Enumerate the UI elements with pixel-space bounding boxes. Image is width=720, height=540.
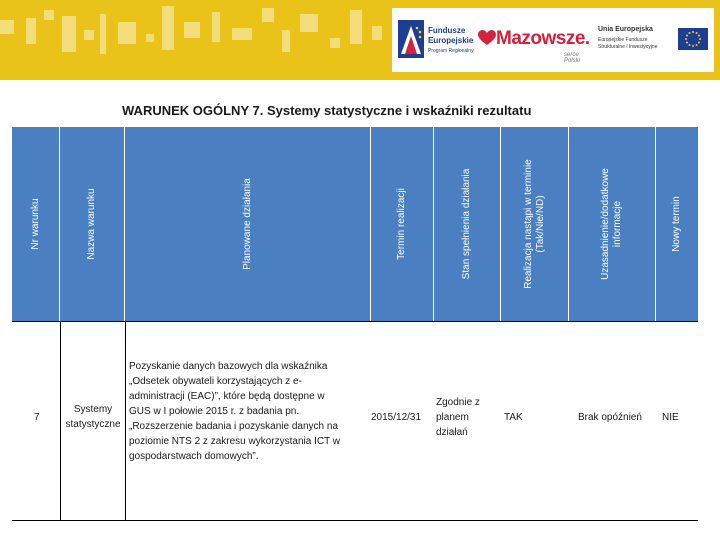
decor-square: [300, 14, 318, 32]
cell-nazwa-line1: Systemy: [73, 404, 113, 415]
eu-union-logo: [598, 24, 710, 58]
header-nowy-termin: [656, 127, 698, 321]
decor-square: [0, 20, 14, 34]
cell-nazwa: [62, 402, 124, 432]
header-nr-warunku: [12, 127, 60, 321]
mazowsze-logo: [478, 24, 594, 64]
decor-square: [350, 10, 362, 44]
header-stan-spelnienia: [434, 127, 501, 321]
cell-nowy: NIE: [662, 412, 679, 423]
eu-funds-line1: Fundusze: [428, 26, 466, 35]
cell-stan: [436, 395, 480, 440]
header-uzasadnienie-line2: informacje: [612, 200, 623, 248]
decor-square: [282, 30, 290, 52]
header-nazwa-warunku: [60, 127, 125, 321]
decor-square: [162, 6, 174, 50]
decor-square: [62, 16, 76, 52]
cell-uzasadnienie: Brak opóźnień: [578, 412, 642, 423]
header-planowane-dzialania: [125, 127, 371, 321]
cell-nr: 7: [34, 412, 40, 423]
eu-flag-icon: [678, 28, 708, 50]
decor-square: [118, 22, 136, 44]
decor-square: [372, 26, 382, 40]
cell-realizacja: TAK: [504, 412, 523, 423]
row-top-border: [12, 321, 698, 322]
cell-planowane-line: „Rozszerzenie badania i pozyskanie danych na: [129, 421, 339, 432]
eu-funds-line2: Europejskie: [428, 36, 474, 45]
eu-funds-line3: Program Regionalny: [428, 48, 474, 54]
mazowsze-tagline: serce Polski: [564, 52, 581, 64]
cell-planowane-line: Pozyskanie danych bazowych dla wskaźnika: [129, 361, 328, 372]
header-uzasadnienie-label: [600, 168, 624, 280]
cell-termin: 2015/12/31: [371, 412, 422, 423]
heart-icon: [478, 30, 496, 46]
header-nowy-label: Nowy termin: [671, 196, 682, 252]
col-divider: [125, 321, 126, 521]
header-nazwa-label: Nazwa warunku: [86, 188, 97, 260]
decor-square: [146, 34, 154, 42]
decor-square: [26, 18, 36, 44]
header-termin-realizacji: [371, 127, 434, 321]
eu-union-line3: Strukturalne i Inwestycyjne: [598, 44, 658, 50]
header-realizacja-w-terminie: [501, 127, 569, 321]
header-uzasadnienie-line1: Uzasadnienie/dodatkowe: [600, 168, 611, 280]
cell-planowane-line: gospodarstwach domowych”.: [129, 451, 259, 462]
decor-square: [212, 12, 220, 42]
cell-planowane-line: poziomie NTS 2 z zakresu wykorzystania ICT w: [129, 436, 340, 447]
conditions-table: [12, 127, 698, 521]
header-stan-label: Stan spełnienia działania: [461, 168, 472, 280]
mazowsze-wordmark: Mazowsze.: [496, 28, 590, 49]
decor-square: [184, 22, 200, 38]
cell-planowane-line: administracji (EAC)”, które będą dostępne w: [129, 391, 325, 402]
eu-union-line1: Unia Europejska: [598, 26, 653, 33]
eu-union-line2: Europejskie Fundusze: [598, 37, 648, 43]
cell-planowane-line: „Odsetek obywateli korzystających z e-: [129, 376, 302, 387]
page-title: WARUNEK OGÓLNY 7. Systemy statystyczne i wskaźniki rezultatu: [122, 103, 532, 118]
header-uzasadnienie: [569, 127, 656, 321]
cell-stan-line3: działań: [436, 427, 468, 438]
decor-square: [330, 38, 340, 48]
header-nr-label: Nr warunku: [29, 198, 41, 250]
cell-planowane: [129, 359, 371, 464]
header-realizacja-line2: (Tak/Nie/ND): [534, 195, 546, 253]
cell-stan-line1: Zgodnie z: [436, 397, 480, 408]
decor-square: [232, 28, 252, 40]
cell-stan-line2: planem: [436, 412, 469, 423]
col-divider: [60, 321, 61, 521]
cell-planowane-line: GUS w I połowie 2015 r. z badania pn.: [129, 406, 300, 417]
header-planowane-label: Planowane działania: [241, 178, 253, 270]
header-realizacja-label: [523, 159, 547, 289]
eu-funds-mark-icon: [398, 20, 424, 58]
header-termin-label: Termin realizacji: [396, 188, 407, 260]
header-realizacja-line1: Realizacja nastąpi w terminie: [522, 159, 534, 289]
decor-square: [44, 10, 54, 20]
row-bottom-border: [12, 520, 698, 521]
decor-square: [262, 8, 274, 22]
cell-nazwa-line2: statystyczne: [65, 419, 121, 430]
decor-square: [84, 30, 94, 40]
decor-square: [100, 14, 106, 54]
